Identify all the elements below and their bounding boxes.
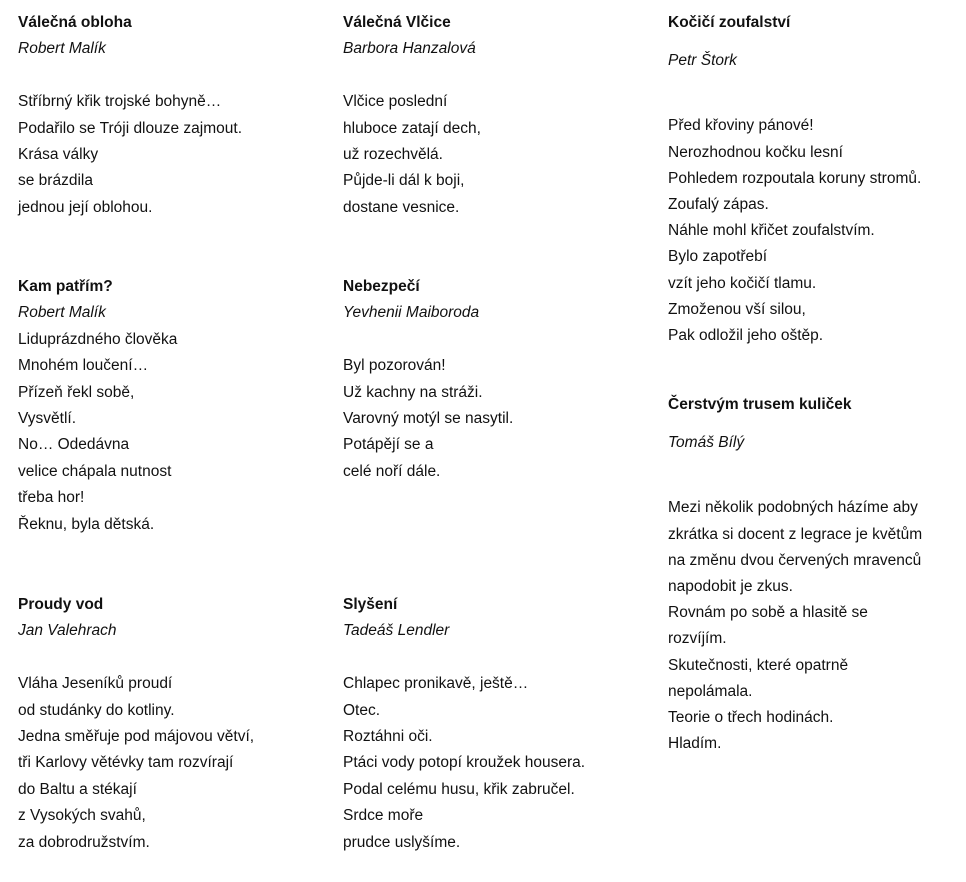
- poem-line: třeba hor!: [18, 489, 85, 507]
- poem-line: napodobit je zkus.: [668, 577, 793, 595]
- poem-line: rozvíjím.: [668, 630, 727, 648]
- poem-line: už rozechvělá.: [343, 145, 443, 163]
- poem-line: Pak odložil jeho oštěp.: [668, 326, 824, 344]
- poem-line: Roztáhni oči.: [343, 727, 433, 745]
- poem-author: Tadeáš Lendler: [343, 622, 450, 640]
- poem-title: Válečná Vlčice: [343, 14, 451, 31]
- poem-line: Chlapec pronikavě, ještě…: [343, 675, 529, 693]
- poem-valecna-vlcice: [343, 10, 481, 221]
- poem-line: z Vysokých svahů,: [18, 807, 146, 825]
- poem-line: Podal celému husu, křik zabručel.: [343, 780, 575, 798]
- poem-line: Rovnám po sobě a hlasitě se: [668, 604, 868, 622]
- poem-kam-patrim: [18, 274, 177, 538]
- poem-nebezpeci: [343, 274, 513, 485]
- poem-line: Náhle mohl křičet zoufalstvím.: [668, 222, 875, 240]
- poem-line: velice chápala nutnost: [18, 462, 172, 480]
- poem-line: Varovný motýl se nasytil.: [343, 409, 514, 427]
- poem-proudy-vod: [18, 592, 254, 856]
- poem-cerstvym-trusem-kulicek: [668, 392, 922, 757]
- poem-line: Otec.: [343, 701, 381, 719]
- poem-kocici-zoufalstvi: [668, 10, 921, 349]
- poem-line: Vláha Jeseníků proudí: [18, 675, 173, 693]
- poem-author: Petr Štork: [668, 52, 737, 70]
- poem-title: Slyšení: [343, 596, 398, 613]
- poem-line: Vysvětlí.: [18, 409, 76, 427]
- poem-title: Válečná obloha: [18, 14, 132, 31]
- poem-line: Vlčice poslední: [343, 93, 448, 111]
- poem-line: Liduprázdného člověka: [18, 330, 178, 348]
- poem-line: Jedna směřuje pod májovou větví,: [18, 727, 255, 745]
- poem-line: Mezi několik podobných házíme aby: [668, 499, 918, 517]
- poem-line: celé noří dále.: [343, 462, 441, 480]
- poem-line: Mnohém loučení…: [18, 357, 149, 375]
- poem-author: Tomáš Bílý: [668, 434, 745, 452]
- poem-author: Jan Valehrach: [18, 622, 117, 640]
- poem-title: Kam patřím?: [18, 278, 113, 295]
- poem-title: Proudy vod: [18, 596, 104, 613]
- poem-line: Podařilo se Tróji dlouze zajmout.: [18, 119, 243, 137]
- poem-author: Barbora Hanzalová: [343, 40, 476, 58]
- poem-slyseni: [343, 592, 585, 856]
- poem-line: Hladím.: [668, 735, 722, 753]
- poem-line: Teorie o třech hodinách.: [668, 708, 834, 726]
- poem-valecna-obloha: [18, 10, 242, 221]
- poem-line: Už kachny na stráži.: [343, 383, 483, 401]
- poem-line: Stříbrný křik trojské bohyně…: [18, 93, 222, 111]
- poem-line: Zmoženou vší silou,: [668, 300, 806, 318]
- poem-line: Řeknu, byla dětská.: [18, 515, 155, 533]
- poem-line: zkrátka si docent z legrace je květům: [668, 525, 923, 543]
- poem-line: Pohledem rozpoutala koruny stromů.: [668, 169, 922, 187]
- poem-line: vzít jeho kočičí tlamu.: [668, 274, 817, 292]
- poem-line: jednou její oblohou.: [18, 198, 153, 216]
- poem-line: Zoufalý zápas.: [668, 195, 769, 213]
- poem-line: za dobrodružstvím.: [18, 833, 150, 851]
- poem-line: od studánky do kotliny.: [18, 701, 175, 719]
- poem-line: No… Odedávna: [18, 436, 130, 454]
- poem-title: Kočičí zoufalství: [668, 14, 791, 31]
- poem-title: Čerstvým trusem kuliček: [668, 396, 852, 413]
- poem-line: Bylo zapotřebí: [668, 248, 768, 266]
- poem-author: Robert Malík: [18, 304, 106, 322]
- poem-line: dostane vesnice.: [343, 198, 460, 216]
- poem-line: se brázdila: [18, 172, 93, 190]
- poem-line: Půjde-li dál k boji,: [343, 172, 465, 190]
- poem-line: tři Karlovy větévky tam rozvírají: [18, 754, 234, 772]
- poem-line: Přízeň řekl sobě,: [18, 383, 135, 401]
- poem-line: na změnu dvou červených mravenců: [668, 551, 922, 569]
- poem-line: Srdce moře: [343, 807, 424, 825]
- poem-line: Ptáci vody potopí kroužek housera.: [343, 754, 586, 772]
- poem-author: Yevhenii Maiboroda: [343, 304, 480, 322]
- poem-line: hluboce zatají dech,: [343, 119, 481, 137]
- poem-author: Robert Malík: [18, 40, 106, 58]
- poem-line: Před křoviny pánové!: [668, 117, 814, 135]
- poem-line: do Baltu a stékají: [18, 780, 137, 798]
- poem-line: Byl pozorován!: [343, 357, 446, 375]
- poem-line: Potápějí se a: [343, 436, 434, 454]
- poem-line: prudce uslyšíme.: [343, 833, 461, 851]
- poem-line: Skutečnosti, které opatrně: [668, 656, 849, 674]
- poem-line: nepolámala.: [668, 682, 753, 700]
- poem-title: Nebezpečí: [343, 278, 420, 295]
- poem-line: Nerozhodnou kočku lesní: [668, 143, 843, 161]
- poem-line: Krása války: [18, 145, 99, 163]
